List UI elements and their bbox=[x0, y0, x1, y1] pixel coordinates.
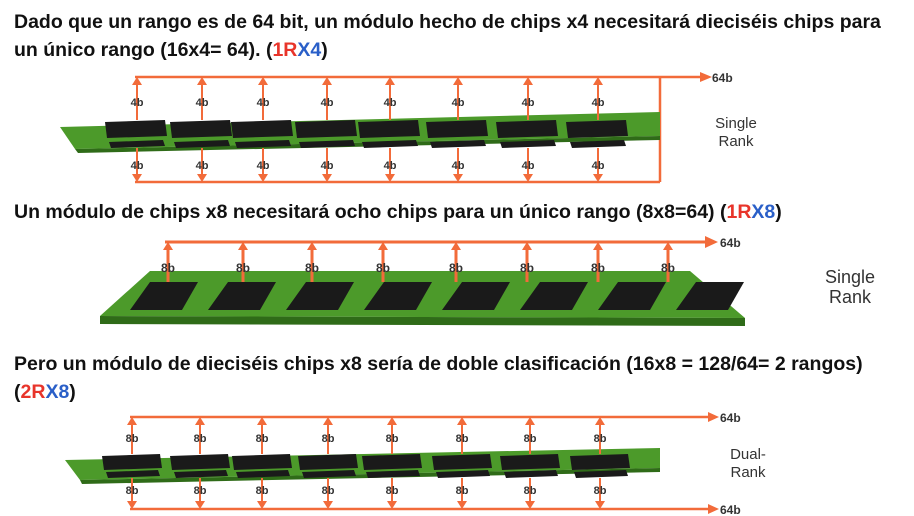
dram-chip bbox=[500, 454, 560, 470]
heading-text: Pero un módulo de dieciséis chips x8 sería de doble clasificación (16x8 = 128/64= 2 rangos) ( bbox=[14, 353, 863, 403]
chip-width-label: 8b bbox=[593, 485, 607, 497]
data-bus-top bbox=[130, 412, 719, 422]
chip-width-label: 8b bbox=[660, 261, 676, 275]
chip-row-top bbox=[105, 120, 628, 138]
chip-width-label: 8b bbox=[593, 433, 607, 445]
chip-width-label: 8b bbox=[523, 433, 537, 445]
dram-chip bbox=[362, 454, 422, 470]
chip-width-label: 4b bbox=[383, 97, 397, 109]
chip-width-label: 4b bbox=[130, 160, 144, 172]
chip-width-label: 4b bbox=[521, 160, 535, 172]
chip-width-label: 4b bbox=[195, 97, 209, 109]
tag-close: ) bbox=[69, 381, 76, 403]
chip-width-label: 4b bbox=[383, 160, 397, 172]
heading-text: Dado que un rango es de 64 bit, un módulo hecho de chips x4 necesitará dieciséis chips para un único rango (16x4= 64). ( bbox=[14, 11, 881, 61]
chip-width-label: 8b bbox=[304, 261, 320, 275]
diagram-x8-single-rank bbox=[0, 226, 914, 334]
chip-width-label: 8b bbox=[160, 261, 176, 275]
chip-width-label: 8b bbox=[125, 485, 139, 497]
rank-label-line2: Rank bbox=[730, 464, 766, 481]
dram-chip bbox=[295, 120, 357, 138]
heading-x8-single-rank bbox=[14, 198, 904, 226]
chip-width-label: 8b bbox=[255, 433, 269, 445]
diagram-x4-single-rank bbox=[0, 64, 914, 188]
chip-width-label: 8b bbox=[235, 261, 251, 275]
heading-x8-dual-rank bbox=[14, 350, 904, 406]
dram-chip bbox=[298, 454, 358, 470]
dram-chip bbox=[231, 120, 293, 138]
chip-width-label: 8b bbox=[375, 261, 391, 275]
chip-width-label: 8b bbox=[125, 433, 139, 445]
chip-width-label: 8b bbox=[519, 261, 535, 275]
chip-width-label: 8b bbox=[448, 261, 464, 275]
chip-row-top bbox=[102, 454, 630, 470]
chip-width-label: 4b bbox=[320, 160, 334, 172]
dram-chip bbox=[170, 120, 232, 138]
bus-label-top: 64b bbox=[720, 411, 741, 425]
chip-width-label: 4b bbox=[195, 160, 209, 172]
chip-width-label: 4b bbox=[591, 160, 605, 172]
chip-width: X4 bbox=[297, 39, 322, 61]
heading-text: Un módulo de chips x8 necesitará ocho chips para un único rango (8x8=64) ( bbox=[14, 201, 727, 223]
dram-chip bbox=[566, 120, 628, 138]
chip-width-label: 4b bbox=[521, 97, 535, 109]
chip-width-label: 8b bbox=[590, 261, 606, 275]
chip-width-label: 8b bbox=[193, 433, 207, 445]
chip-width: X8 bbox=[45, 381, 70, 403]
module-tag bbox=[272, 39, 327, 61]
bus-label: 64b bbox=[720, 236, 741, 250]
rank-count: 2R bbox=[20, 381, 46, 403]
dram-chip bbox=[105, 120, 167, 138]
chip-width-label: 8b bbox=[385, 485, 399, 497]
tag-close: ) bbox=[775, 201, 782, 223]
chip-width-label: 8b bbox=[523, 485, 537, 497]
data-bus-top bbox=[135, 72, 712, 82]
chip-width-label: 4b bbox=[591, 97, 605, 109]
dram-chip bbox=[496, 120, 558, 138]
bus-label: 64b bbox=[712, 71, 733, 85]
module-tag bbox=[726, 201, 781, 223]
chip-width-label: 4b bbox=[256, 97, 270, 109]
chip-width-label: 4b bbox=[451, 160, 465, 172]
dram-chip bbox=[102, 454, 162, 470]
rank-count: 1R bbox=[726, 201, 752, 223]
chip-width-label: 4b bbox=[256, 160, 270, 172]
chip-width-label: 4b bbox=[320, 97, 334, 109]
dram-chip bbox=[170, 454, 230, 470]
rank-label-line1: Single bbox=[824, 267, 876, 287]
dram-chip bbox=[570, 454, 630, 470]
dram-chip bbox=[426, 120, 488, 138]
chip-width-label: 8b bbox=[321, 433, 335, 445]
chip-width-label: 8b bbox=[455, 485, 469, 497]
tag-close: ) bbox=[321, 39, 328, 61]
chip-width-label: 8b bbox=[455, 433, 469, 445]
rank-label-line2: Rank bbox=[718, 133, 754, 150]
chip-width-label: 8b bbox=[321, 485, 335, 497]
module-tag bbox=[21, 381, 76, 403]
chip-width-label: 4b bbox=[130, 97, 144, 109]
rank-label-line1: Dual- bbox=[730, 446, 766, 463]
rank-label-line1: Single bbox=[715, 115, 757, 132]
dram-chip bbox=[432, 454, 492, 470]
rank-count: 1R bbox=[272, 39, 298, 61]
data-bus-top bbox=[165, 236, 718, 248]
dram-chip bbox=[232, 454, 292, 470]
chip-width-label: 8b bbox=[193, 485, 207, 497]
dram-chip bbox=[358, 120, 420, 138]
data-bus-bottom bbox=[130, 504, 719, 514]
bus-label-bottom: 64b bbox=[720, 503, 741, 516]
chip-width-label: 8b bbox=[385, 433, 399, 445]
rank-label-line2: Rank bbox=[828, 287, 872, 307]
chip-width: X8 bbox=[751, 201, 776, 223]
heading-x4-single-rank bbox=[14, 8, 904, 64]
diagram-x8-dual-rank bbox=[0, 404, 914, 516]
chip-width-label: 4b bbox=[451, 97, 465, 109]
chip-width-label: 8b bbox=[255, 485, 269, 497]
